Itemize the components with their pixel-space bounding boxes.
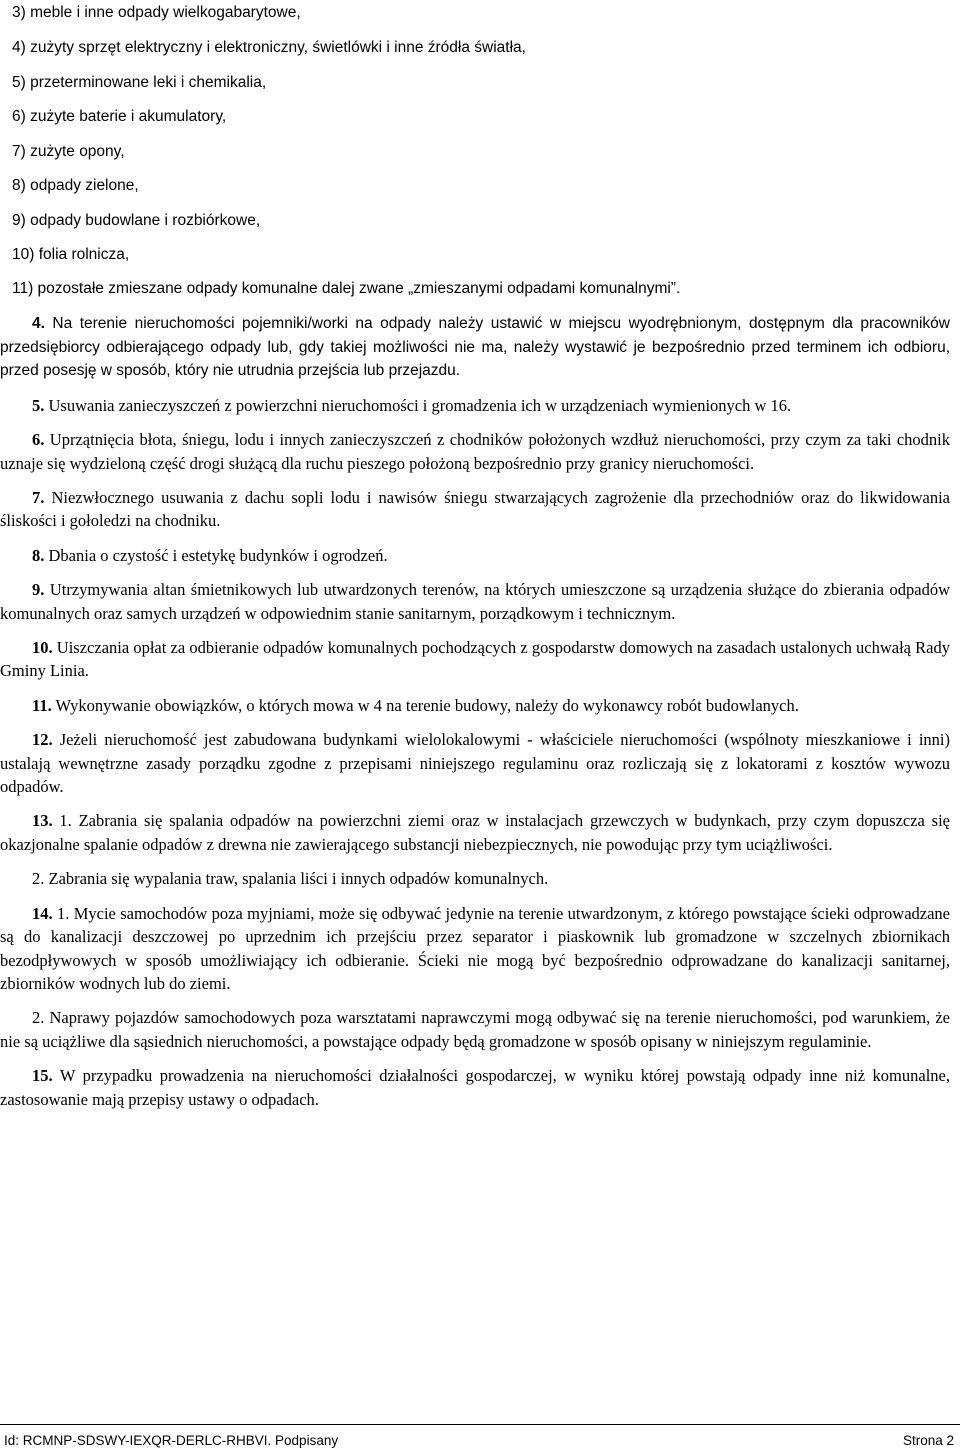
paragraph-10 <box>0 636 950 683</box>
paragraph-5 <box>0 394 950 417</box>
paragraph-number: 10. <box>32 638 53 658</box>
paragraph-text: W przypadku prowadzenia na nieruchomości działalności gospodarczej, w wyniku której powstają odpady inne niż komunalne, zastosowanie mają przepisy ustawy o odpadach. <box>0 1066 950 1109</box>
list-item: 7) zużyte opony, <box>12 143 125 160</box>
paragraph-text: Jeżeli nieruchomość jest zabudowana budynkami wielolokalowymi - właściciele nieruchomości (wspólnoty mieszkaniowe i inni) ustalają wewnętrzne zasady porządku zgodne z przepisami niniejszego regulaminu oraz rozliczają się z lokatorami z kosztów wywozu odpadów. <box>0 730 950 797</box>
paragraph-text: Utrzymywania altan śmietnikowych lub utwardzonych terenów, na których umieszczone są urządzenia służące do zbierania odpadów komunalnych oraz samych urządzeń w odpowiednim stanie sanitarnym, porządkowym i technicznym. <box>0 580 950 623</box>
paragraph-text: Uprzątnięcia błota, śniegu, lodu i innych zanieczyszczeń z chodników położonych wzdłuż nieruchomości, przy czym za taki chodnik uznaje się wydzieloną część drogi służącą dla ruchu pieszego położoną bezpośrednio przy granicy nieruchomości. <box>0 430 950 473</box>
paragraph-14 <box>0 902 950 996</box>
paragraph-9 <box>0 578 950 625</box>
list-item: 3) meble i inne odpady wielkogabarytowe, <box>12 4 301 21</box>
paragraph-text: Niezwłocznego usuwania z dachu sopli lodu i nawisów śniegu stwarzających zagrożenie dla przechodniów oraz do likwidowania śliskości i gołoledzi na chodniku. <box>0 488 950 531</box>
list-item: 8) odpady zielone, <box>12 177 139 194</box>
paragraph-4 <box>0 312 950 383</box>
paragraph-7 <box>0 486 950 533</box>
paragraph-11 <box>0 694 950 717</box>
list-item: 5) przeterminowane leki i chemikalia, <box>12 74 267 91</box>
paragraph-number: 11. <box>32 695 52 715</box>
paragraph-text: Wykonywanie obowiązków, o których mowa w 4 na terenie budowy, należy do wykonawcy robót budowlanych. <box>51 695 799 715</box>
paragraph-14-2 <box>0 1006 950 1053</box>
paragraph-number: 15. <box>32 1066 53 1086</box>
list-item: 6) zużyte baterie i akumulatory, <box>12 108 227 125</box>
paragraph-15 <box>0 1064 950 1111</box>
page-number: Strona 2 <box>902 1433 954 1448</box>
paragraph-number: 5. <box>32 395 45 415</box>
list-item: 4) zużyty sprzęt elektryczny i elektroniczny, świetlówki i inne źródła światła, <box>12 39 526 56</box>
paragraph-text: Dbania o czystość i estetykę budynków i ogrodzeń. <box>44 545 388 565</box>
list-item: 9) odpady budowlane i rozbiórkowe, <box>12 212 261 229</box>
paragraphs-container <box>0 308 950 1111</box>
paragraph-number: 6. <box>32 430 45 450</box>
paragraph-text: 2. Zabrania się wypalania traw, spalania liści i innych odpadów komunalnych. <box>32 869 549 889</box>
paragraph-6 <box>0 428 950 475</box>
paragraph-8 <box>0 544 950 567</box>
paragraph-text: 2. Naprawy pojazdów samochodowych poza warsztatami naprawczymi mogą odbywać się na terenie nieruchomości, pod warunkiem, że nie są uciążliwe dla sąsiednich nieruchomości, a powstające odpady będą gromadzone w sposób opisany w niniejszym regulaminie. <box>0 1008 950 1051</box>
footer-divider <box>0 1424 960 1425</box>
paragraph-number: 7. <box>32 488 45 507</box>
paragraph-number: 14. <box>32 903 53 923</box>
paragraph-12 <box>0 728 950 798</box>
paragraph-number: 8. <box>32 545 45 565</box>
paragraph-number: 4. <box>32 315 45 332</box>
list-item: 10) folia rolnicza, <box>12 246 130 263</box>
list-item: 11) pozostałe zmieszane odpady komunalne dalej zwane „zmieszanymi odpadami komunalnymi”. <box>12 280 681 297</box>
paragraph-13-2 <box>0 867 950 890</box>
paragraph-number: 9. <box>32 580 45 600</box>
paragraph-text: 1. Mycie samochodów poza myjniami, może się odbywać jedynie na terenie utwardzonym, z którego powstające ścieki odprowadzane są do kanalizacji deszczowej po uprzednim ich przejściu przez separator i piaskownik lub gromadzone w szczelnych zbiornikach bezodpływowych w sposób umożliwiający ich odbieranie. Ścieki nie mogą być bezpośrednio odprowadzane do kanalizacji sanitarnej, zbiorników wodnych lub do ziemi. <box>0 903 950 993</box>
document-id: Id: RCMNP-SDSWY-IEXQR-DERLC-RHBVI. Podpisany <box>4 1433 339 1448</box>
paragraph-text: Na terenie nieruchomości pojemniki/worki na odpady należy ustawić w miejscu wyodrębnionym, dostępnym dla pracowników przedsiębiorcy odbierającego odpady lub, gdy takiej możliwości nie ma, należy wystawić je bezpośrednio przed terminem ich odbioru, przed posesję w sposób, który nie utrudnia przejścia lub przejazdu. <box>0 315 950 380</box>
paragraph-text: Uiszczania opłat za odbieranie odpadów komunalnych pochodzących z gospodarstw domowych na zasadach ustalonych uchwałą Rady Gminy Linia. <box>0 638 950 681</box>
paragraph-13 <box>0 809 950 856</box>
paragraph-number: 13. <box>32 811 53 831</box>
paragraph-text: Usuwania zanieczyszczeń z powierzchni nieruchomości i gromadzenia ich w urządzeniach wymienionych w 16. <box>44 395 792 415</box>
paragraph-text: 1. Zabrania się spalania odpadów na powierzchni ziemi oraz w instalacjach grzewczych w budynkach, przy czym dopuszcza się okazjonalne spalanie odpadów z drewna nie zawierającego substancji niebezpiecznych, nie powodując przy tym uciążliwości. <box>0 811 950 854</box>
paragraph-number: 12. <box>32 730 53 750</box>
